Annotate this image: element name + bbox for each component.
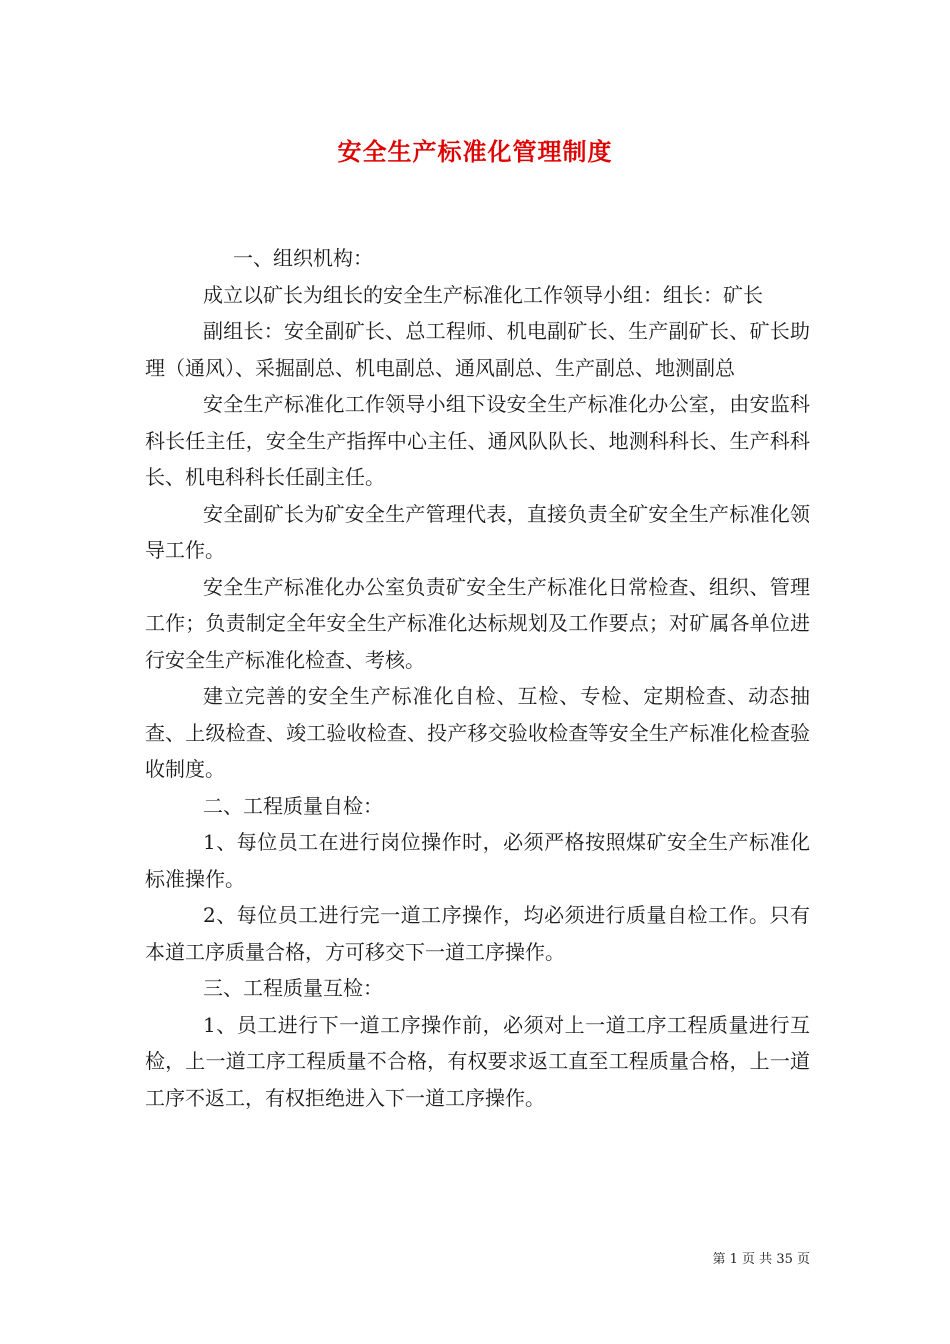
document-body bbox=[145, 240, 810, 1116]
section-heading-organization: 一、组织机构： bbox=[233, 246, 373, 270]
document-title: 安全生产标准化管理制度 bbox=[337, 137, 613, 166]
section-heading-mutual-check: 三、工程质量互检： bbox=[203, 976, 383, 1000]
page-number: 第 1 页 共 35 页 bbox=[712, 1252, 810, 1267]
paragraph: 1、每位员工在进行岗位操作时，必须严格按照煤矿安全生产标准化标准操作。 bbox=[145, 830, 810, 891]
paragraph: 安全副矿长为矿安全生产管理代表，直接负责全矿安全生产标准化领导工作。 bbox=[145, 501, 810, 562]
paragraph: 1、员工进行下一道工序操作前，必须对上一道工序工程质量进行互检，上一道工序工程质量不合格，有权要求返工直至工程质量合格，上一道工序不返工，有权拒绝进入下一道工序操作。 bbox=[145, 1012, 810, 1110]
paragraph: 安全生产标准化办公室负责矿安全生产标准化日常检查、组织、管理工作；负责制定全年安全生产标准化达标规划及工作要点；对矿属各单位进行安全生产标准化检查、考核。 bbox=[145, 574, 810, 672]
paragraph: 建立完善的安全生产标准化自检、互检、专检、定期检查、动态抽查、上级检查、竣工验收检查、投产移交验收检查等安全生产标准化检查验收制度。 bbox=[145, 684, 810, 781]
paragraph: 2、每位员工进行完一道工序操作，均必须进行质量自检工作。只有本道工序质量合格，方可移交下一道工序操作。 bbox=[145, 903, 810, 964]
section-heading-self-check: 二、工程质量自检： bbox=[203, 793, 383, 818]
paragraph: 安全生产标准化工作领导小组下设安全生产标准化办公室，由安监科科长任主任，安全生产指挥中心主任、通风队队长、地测科科长、生产科科长、机电科科长任副主任。 bbox=[145, 392, 810, 489]
paragraph: 成立以矿长为组长的安全生产标准化工作领导小组：组长：矿长 bbox=[203, 282, 763, 307]
paragraph: 副组长：安全副矿长、总工程师、机电副矿长、生产副矿长、矿长助理（通风）、采掘副总、机电副总、通风副总、生产副总、地测副总 bbox=[145, 319, 810, 380]
